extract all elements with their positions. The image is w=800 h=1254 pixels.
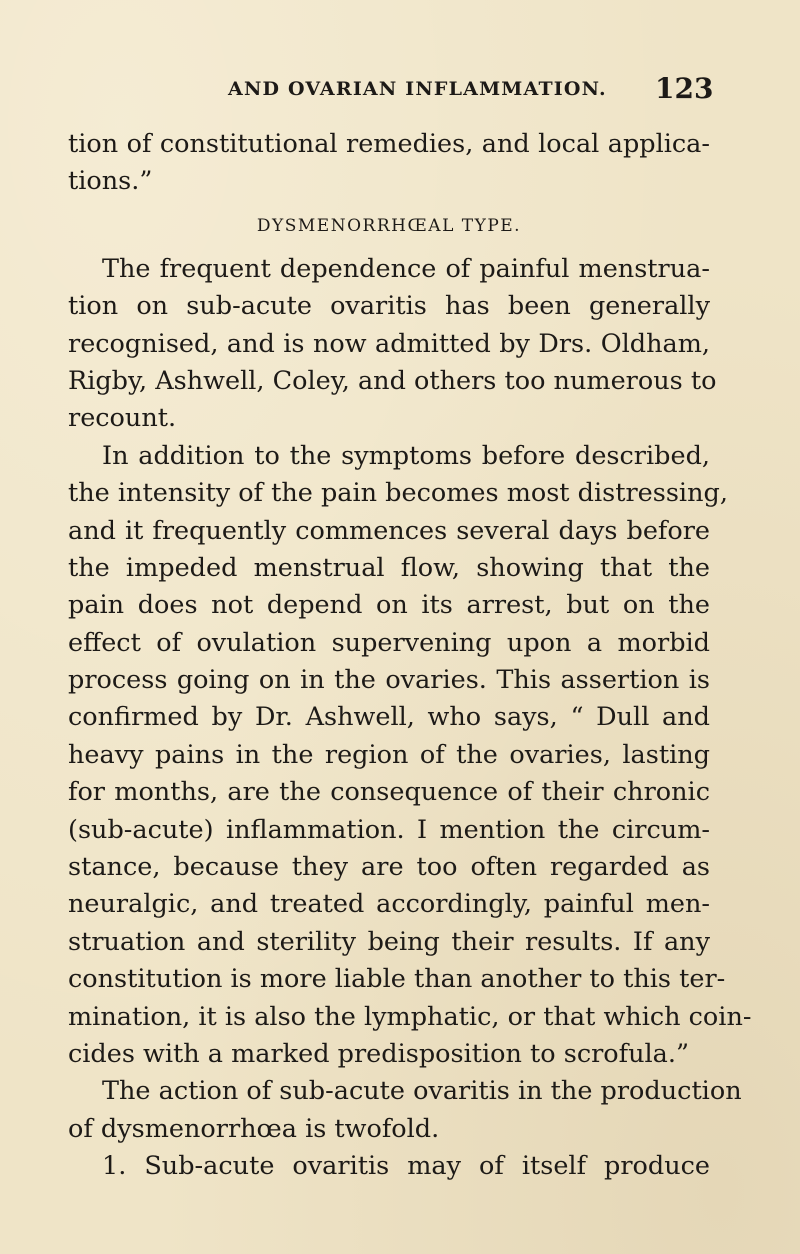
text-line: heavy pains in the region of the ovaries, lasting: [68, 739, 710, 770]
text-line: struation and sterility being their results. If any: [68, 926, 710, 957]
text-line: In addition to the symptoms before described,: [102, 440, 710, 471]
text-line: constitution is more liable than another to this ter-: [68, 964, 726, 995]
text-line: recognised, and is now admitted by Drs. Oldham,: [68, 328, 710, 359]
page-number: 123: [655, 72, 714, 105]
text-line: process going on in the ovaries. This assertion is: [68, 665, 710, 696]
running-head: [0, 72, 800, 112]
text-line: neuralgic, and treated accordingly, painful men-: [68, 889, 710, 920]
text-line: tion on sub-acute ovaritis has been generally: [68, 291, 710, 322]
text-line: stance, because they are too often regarded as: [68, 852, 710, 883]
text-line: cides with a marked predisposition to scrofula.”: [68, 1038, 690, 1069]
text-line: tion of constitutional remedies, and local applica-: [68, 129, 710, 159]
running-title: AND OVARIAN INFLAMMATION.: [228, 78, 607, 100]
text-line: the impeded menstrual flow, showing that the: [68, 552, 710, 583]
text-line: of dysmenorrhœa is twofold.: [68, 1113, 440, 1144]
paragraph: [68, 251, 717, 438]
body-text: [68, 126, 752, 1186]
text-line: mination, it is also the lymphatic, or that which coin-: [68, 1001, 752, 1032]
paragraph: [68, 438, 752, 1074]
paragraph: [68, 126, 710, 201]
text-line: 1. Sub-acute ovaritis may of itself produce: [102, 1151, 710, 1182]
text-line: pain does not depend on its arrest, but on the: [68, 590, 710, 621]
paragraph: [68, 1148, 710, 1185]
text-line: Rigby, Ashwell, Coley, and others too numerous to: [68, 365, 717, 396]
text-line: effect of ovulation supervening upon a morbid: [68, 627, 710, 658]
text-line: and it frequently commences several days before: [68, 515, 710, 546]
text-line: confirmed by Dr. Ashwell, who says, “ Dull and: [68, 702, 710, 733]
paragraph: [68, 1073, 742, 1148]
text-line: tions.”: [68, 166, 153, 197]
text-line: the intensity of the pain becomes most distressing,: [68, 478, 728, 509]
text-line: The frequent dependence of painful menstrua-: [102, 253, 710, 284]
text-line: recount.: [68, 403, 177, 434]
text-line: for months, are the consequence of their chronic: [68, 777, 710, 808]
text-line: (sub-acute) inflammation. I mention the circum-: [68, 814, 710, 845]
text-line: The action of sub-acute ovaritis in the production: [102, 1076, 742, 1107]
section-heading: DYSMENORRHŒAL TYPE.: [256, 215, 522, 236]
